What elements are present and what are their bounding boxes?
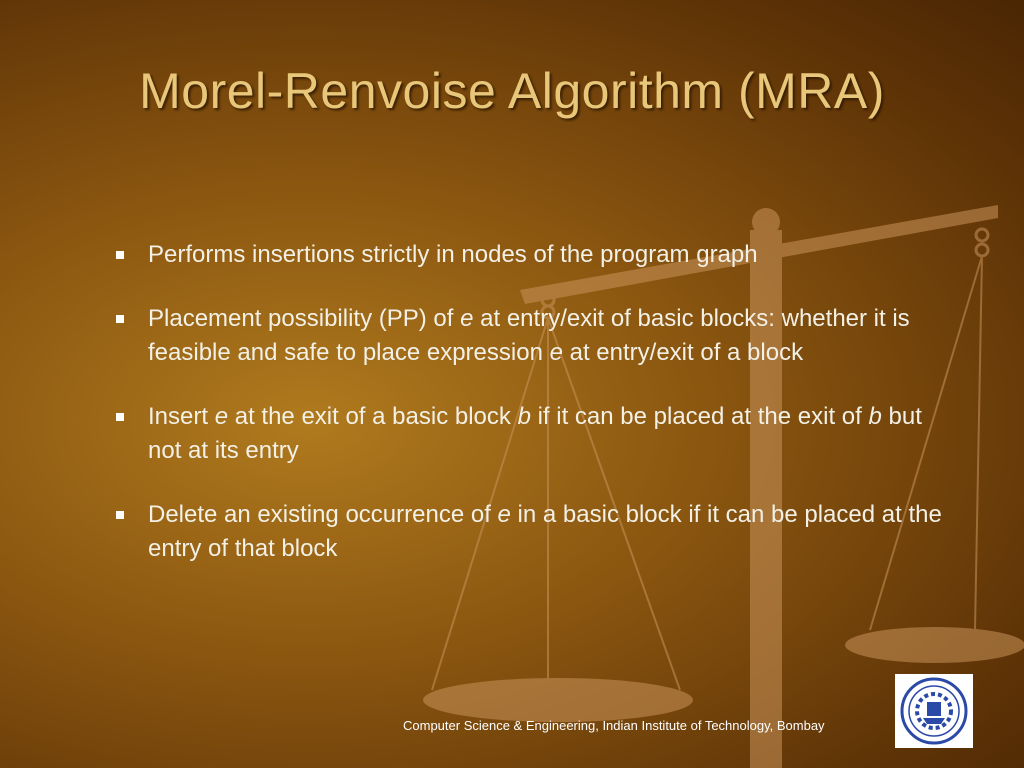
bullet-item [110,498,950,566]
iit-bombay-logo [895,674,973,748]
bullet-square-icon [116,251,124,259]
bullet-text: Placement possibility (PP) of [148,305,461,332]
bullet-square-icon [116,413,124,421]
logo-emblem-icon [895,674,973,748]
bullet-text: at entry/exit of basic blocks: whether it is feasible and safe to place expression [148,305,910,366]
bullet-item [110,238,950,272]
bullet-variable: e [497,501,511,528]
bullet-list [110,238,950,596]
bullet-text: if it can be placed at the exit of [530,403,869,430]
bullet-variable: b [517,403,531,430]
bullet-text: Performs insertions strictly in nodes of the program graph [148,241,758,268]
slide-title: Morel-Renvoise Algorithm (MRA) [139,63,885,119]
bullet-variable: e [460,305,474,332]
footer-text: Computer Science & Engineering, Indian Institute of Technology, Bombay [403,718,825,733]
bullet-text: Insert [148,403,215,430]
bullet-item [110,302,950,370]
bullet-variable: e [214,403,229,430]
bullet-text: at the exit of a basic block [228,403,518,430]
bullet-square-icon [116,315,124,323]
bullet-item [110,400,950,468]
bullet-variable: e [549,339,563,366]
bullet-text: at entry/exit of a block [562,339,804,366]
bullet-square-icon [116,511,124,519]
bullet-text: but not at its entry [148,403,922,464]
bullet-variable: b [868,403,882,430]
bullet-text: in a basic block if it can be placed at the entry of that block [148,501,942,562]
bullet-text: Delete an existing occurrence of [148,501,498,528]
